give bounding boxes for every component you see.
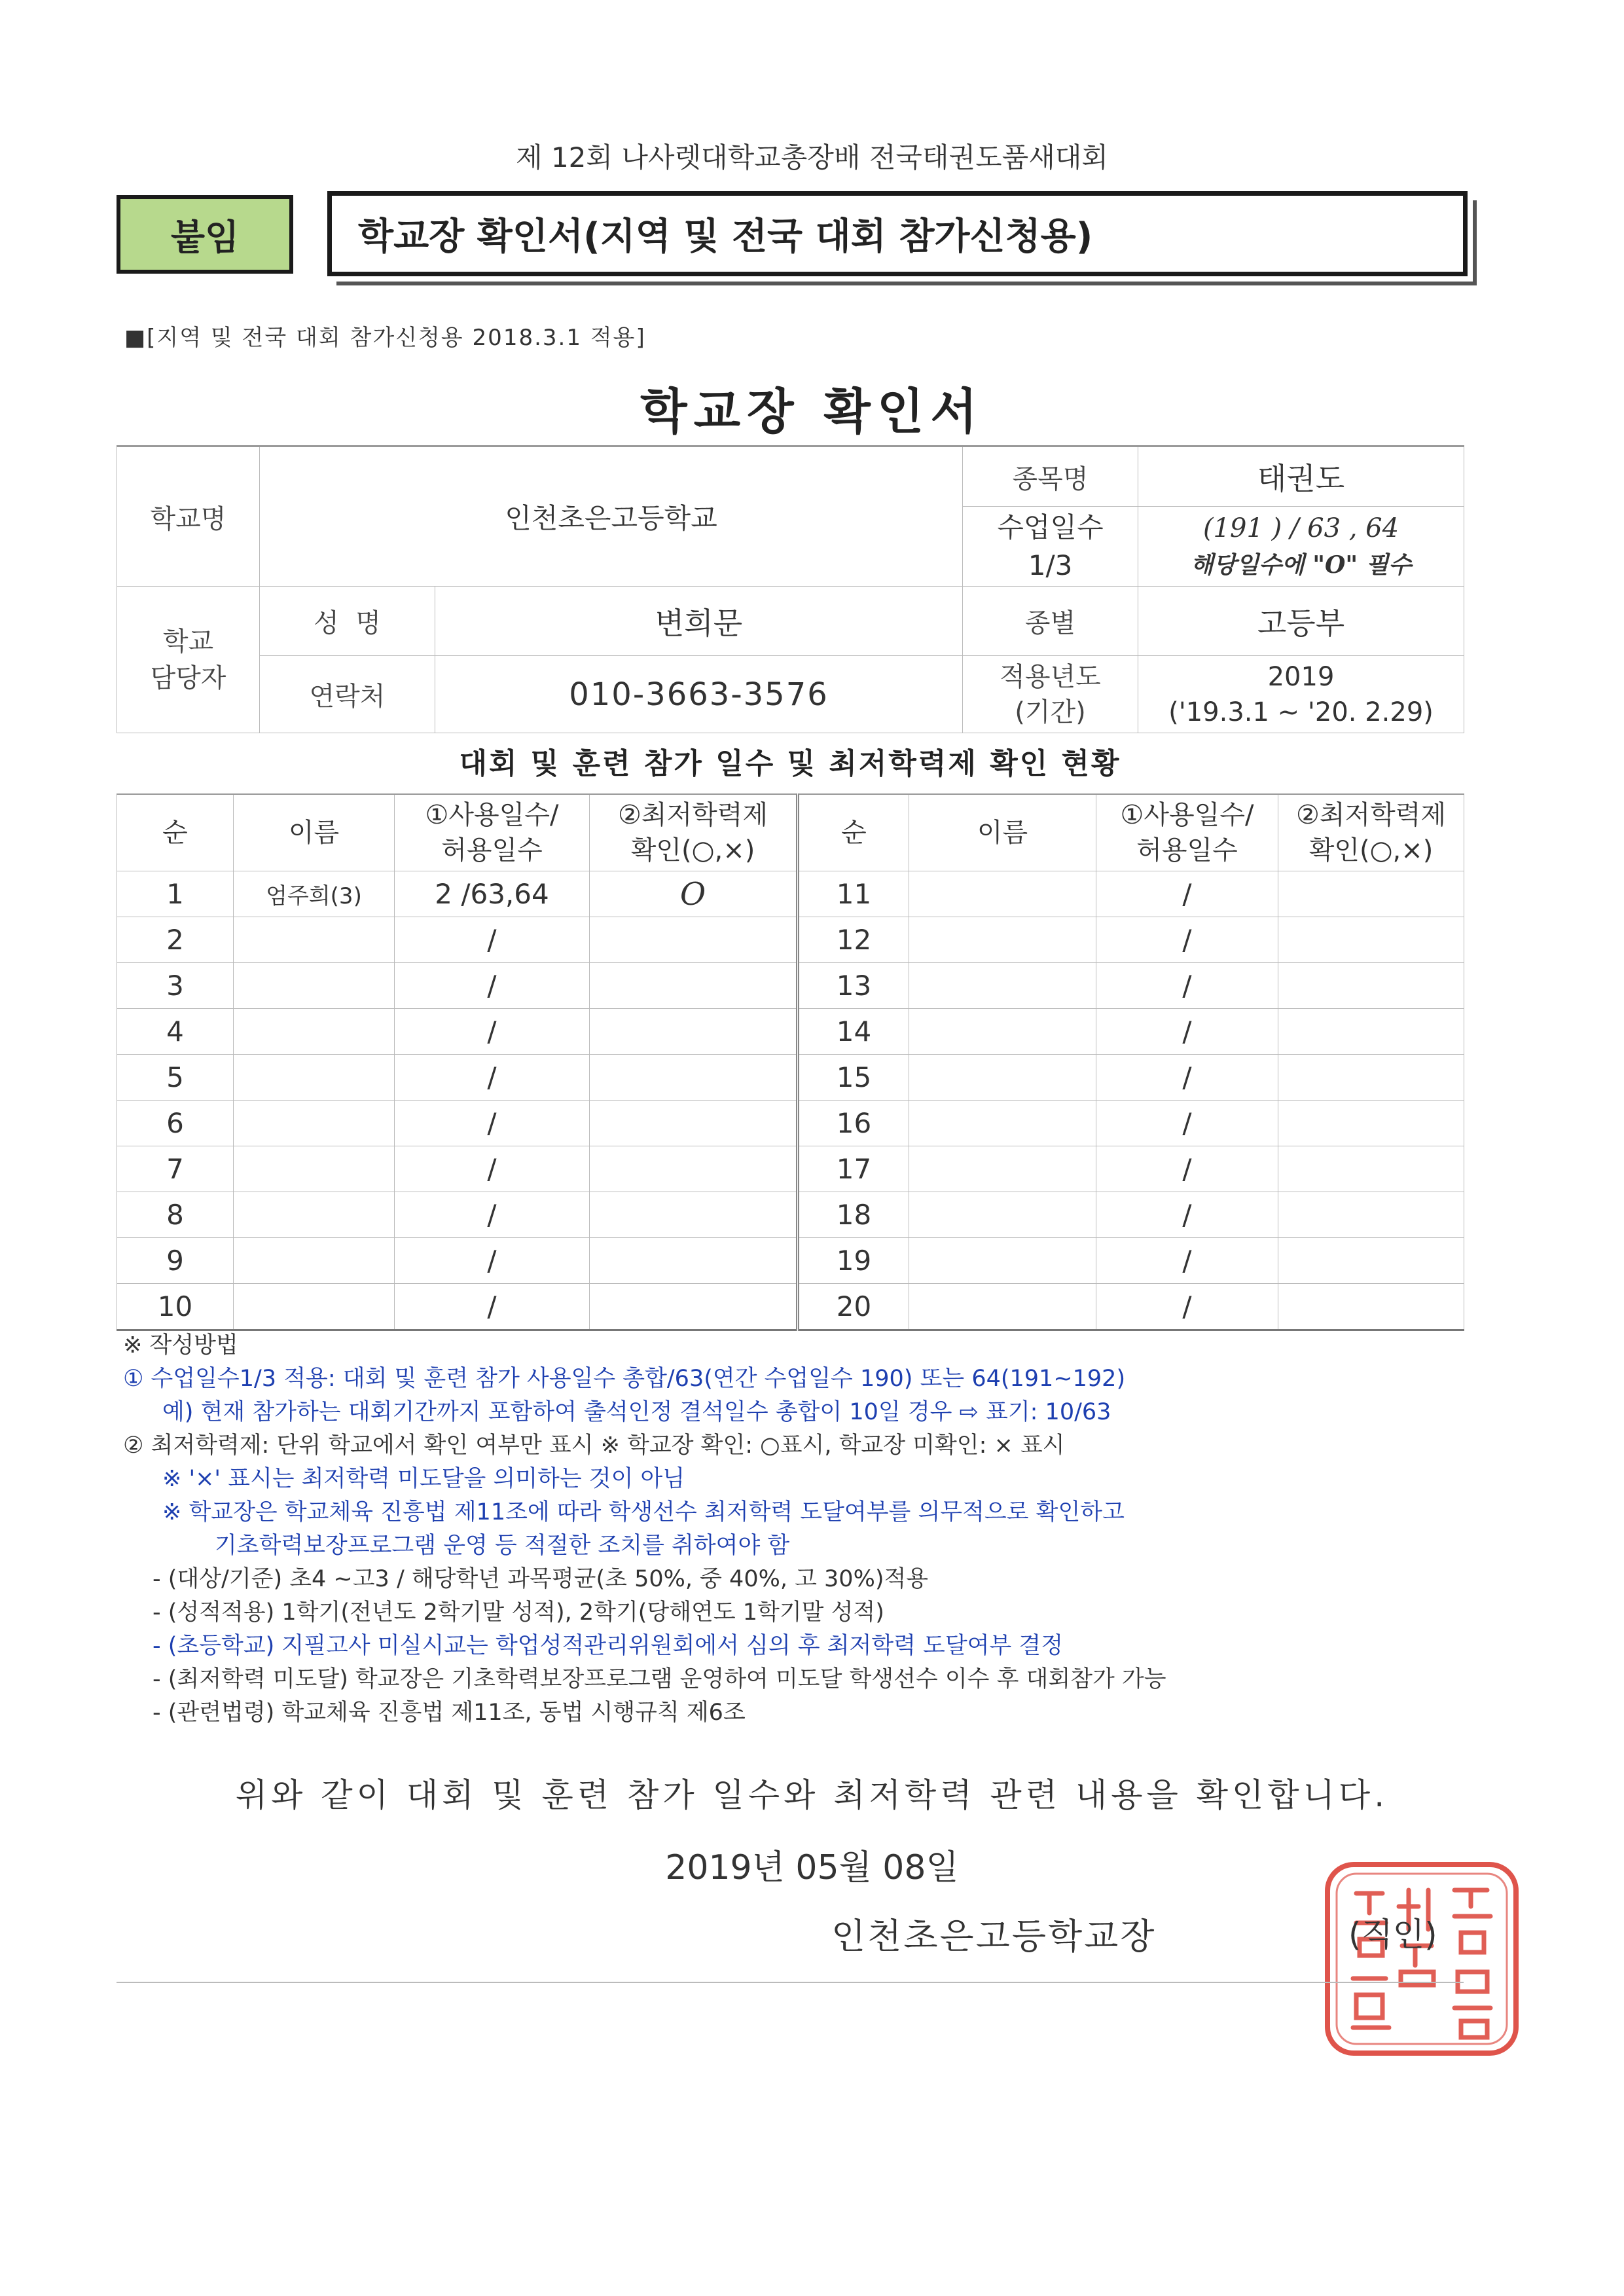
row-days: / — [395, 1238, 590, 1284]
row-check — [590, 963, 798, 1009]
row-name — [234, 1238, 395, 1284]
school-name: 인천초은고등학교 — [260, 446, 963, 587]
manager-label: 학교 담당자 — [117, 587, 260, 733]
table-row — [117, 917, 1464, 963]
row-no: 17 — [798, 1146, 909, 1192]
table-row — [117, 1192, 1464, 1238]
row-check — [590, 1192, 798, 1238]
section-title: 대회 및 훈련 참가 일수 및 최저학력제 확인 현황 — [459, 747, 1121, 780]
school-info-table — [117, 445, 1464, 733]
roster-table — [117, 793, 1464, 1331]
row-name — [909, 1146, 1096, 1192]
row-days: / — [395, 1009, 590, 1055]
row-days: / — [395, 1192, 590, 1238]
class-days-fraction: 1/3 — [1028, 549, 1073, 581]
attachment-label-text: 붙임 — [170, 216, 240, 258]
row-check — [1278, 871, 1464, 917]
instruction-line: 예) 현재 참가하는 대회기간까지 포함하여 출석인정 결석일수 총합이 10일 경우 ⇨ 표기: 10/63 — [162, 1399, 1111, 1425]
class-days-label-text: 수업일수 — [997, 511, 1104, 543]
row-no: 20 — [798, 1284, 909, 1330]
row-name — [909, 917, 1096, 963]
class-days-handwritten: (191 ) / 63 , 64 — [1202, 513, 1399, 543]
instruction-line: - (성적적용) 1학기(전년도 2학기말 성적), 2학기(당해연도 1학기말 성적) — [153, 1599, 884, 1626]
principal-name: 인천초은고등학교장 — [831, 1916, 1157, 1957]
instruction-line: ① 수업일수1/3 적용: 대회 및 훈련 참가 사용일수 총합/63(연간 수업일수 190) 또는 64(191~192) — [123, 1366, 1126, 1392]
form-title-text: 학교장 확인서(지역 및 전국 대회 참가신청용) — [358, 215, 1093, 258]
row-no: 16 — [798, 1101, 909, 1146]
row-no: 14 — [798, 1009, 909, 1055]
table-row — [117, 1009, 1464, 1055]
row-name — [909, 871, 1096, 917]
class-days-note: 해당일수에 "O" 필수 — [1190, 551, 1412, 579]
row-days: / — [1096, 1238, 1278, 1284]
confirmation-text: 위와 같이 대회 및 훈련 참가 일수와 최저학력 관련 내용을 확인합니다. — [235, 1776, 1389, 1814]
row-no: 8 — [117, 1192, 234, 1238]
row-no: 11 — [798, 871, 909, 917]
row-check — [1278, 1101, 1464, 1146]
row-name: 엄주희(3) — [234, 871, 395, 917]
row-days: / — [395, 1284, 590, 1330]
header-no-left: 순 — [117, 794, 234, 871]
form-title — [327, 191, 1468, 276]
instruction-line: - (초등학교) 지필고사 미실시교는 학업성적관리위원회에서 심의 후 최저학력 도달여부 결정 — [153, 1633, 1064, 1659]
row-no: 15 — [798, 1055, 909, 1101]
header-name-right: 이름 — [909, 794, 1096, 871]
manager-name-label: 성 명 — [260, 587, 435, 656]
row-no: 5 — [117, 1055, 234, 1101]
table-row — [117, 1101, 1464, 1146]
row-name — [909, 1101, 1096, 1146]
row-days: / — [1096, 917, 1278, 963]
event-label: 종목명 — [963, 446, 1138, 507]
row-name — [234, 963, 395, 1009]
row-no: 10 — [117, 1284, 234, 1330]
row-name — [909, 1238, 1096, 1284]
seal-label: (직인) — [1348, 1916, 1437, 1954]
year-label-text: 적용년도 — [1000, 661, 1101, 692]
row-name — [909, 1284, 1096, 1330]
instruction-line: - (관련법령) 학교체육 진흥법 제11조, 동법 시행규칙 제6조 — [153, 1700, 746, 1726]
header-check-left: ②최저학력제 확인(○,×) — [590, 794, 798, 871]
category-value: 고등부 — [1138, 587, 1464, 656]
row-name — [234, 1146, 395, 1192]
row-name — [909, 963, 1096, 1009]
row-days: 2 /63,64 — [395, 871, 590, 917]
row-no: 13 — [798, 963, 909, 1009]
row-name — [234, 1009, 395, 1055]
school-name-label: 학교명 — [117, 446, 260, 587]
row-name — [234, 1101, 395, 1146]
row-name — [909, 1055, 1096, 1101]
bottom-divider — [117, 1982, 1464, 1983]
row-days: / — [1096, 963, 1278, 1009]
document-title: 학교장 확인서 — [640, 384, 984, 440]
table-row — [117, 1055, 1464, 1101]
row-name — [909, 1192, 1096, 1238]
row-days: / — [1096, 1009, 1278, 1055]
row-check — [1278, 1055, 1464, 1101]
row-no: 19 — [798, 1238, 909, 1284]
header-no-right: 순 — [798, 794, 909, 871]
row-name — [909, 1009, 1096, 1055]
document-date: 2019년 05월 08일 — [665, 1848, 959, 1887]
table-row — [117, 963, 1464, 1009]
row-no: 9 — [117, 1238, 234, 1284]
class-days-label — [963, 507, 1138, 587]
row-no: 6 — [117, 1101, 234, 1146]
row-check — [1278, 1146, 1464, 1192]
row-check — [1278, 1192, 1464, 1238]
row-check — [1278, 1009, 1464, 1055]
form-note: ■[지역 및 전국 대회 참가신청용 2018.3.1 적용] — [124, 325, 646, 351]
row-days: / — [395, 1146, 590, 1192]
table-row — [117, 871, 1464, 917]
contest-title: 제 12회 나사렛대학교총장배 전국태권도품새대회 — [516, 141, 1108, 173]
contact-value: 010-3663-3576 — [435, 656, 963, 733]
manager-name: 변희문 — [435, 587, 963, 656]
row-check — [590, 1284, 798, 1330]
row-name — [234, 917, 395, 963]
row-check — [590, 917, 798, 963]
row-name — [234, 1192, 395, 1238]
row-no: 2 — [117, 917, 234, 963]
year-text: 2019 — [1267, 661, 1335, 692]
row-no: 12 — [798, 917, 909, 963]
row-no: 18 — [798, 1192, 909, 1238]
header-days-right: ①사용일수/ 허용일수 — [1096, 794, 1278, 871]
period-text: ('19.3.1 ~ '20. 2.29) — [1168, 697, 1434, 727]
instruction-line: ② 최저학력제: 단위 학교에서 확인 여부만 표시 ※ 학교장 확인: ○표시, 학교장 미확인: × 표시 — [123, 1432, 1065, 1459]
row-days: / — [395, 963, 590, 1009]
table-row — [117, 1238, 1464, 1284]
row-days: / — [1096, 1146, 1278, 1192]
row-check — [590, 1238, 798, 1284]
category-label: 종별 — [963, 587, 1138, 656]
instruction-line: ※ '×' 표시는 최저학력 미도달을 의미하는 것이 아님 — [162, 1466, 685, 1492]
row-check — [590, 1009, 798, 1055]
instructions-heading: ※ 작성방법 — [123, 1332, 238, 1358]
period-label-text: (기간) — [1015, 697, 1086, 727]
attachment-label — [117, 195, 293, 274]
row-days: / — [395, 1101, 590, 1146]
row-check — [590, 1101, 798, 1146]
instruction-line: - (대상/기준) 초4 ~고3 / 해당학년 과목평균(초 50%, 중 40%, 고 30%)적용 — [153, 1566, 929, 1592]
row-days: / — [1096, 871, 1278, 917]
instruction-line: - (최저학력 미도달) 학교장은 기초학력보장프로그램 운영하여 미도달 학생선수 이수 후 대회참가 가능 — [153, 1666, 1166, 1692]
row-days: / — [395, 1055, 590, 1101]
header-days-left: ①사용일수/ 허용일수 — [395, 794, 590, 871]
row-days: / — [1096, 1055, 1278, 1101]
table-row — [117, 1284, 1464, 1330]
table-row — [117, 1146, 1464, 1192]
row-days: / — [1096, 1101, 1278, 1146]
row-name — [234, 1284, 395, 1330]
instruction-line: 기초학력보장프로그램 운영 등 적절한 조치를 취하여야 함 — [215, 1533, 790, 1559]
row-name — [234, 1055, 395, 1101]
row-days: / — [1096, 1284, 1278, 1330]
row-no: 4 — [117, 1009, 234, 1055]
year-label — [963, 656, 1138, 733]
row-check — [1278, 1238, 1464, 1284]
row-days: / — [1096, 1192, 1278, 1238]
row-check: O — [590, 871, 798, 917]
row-no: 3 — [117, 963, 234, 1009]
year-value — [1138, 656, 1464, 733]
row-check — [1278, 1284, 1464, 1330]
row-no: 7 — [117, 1146, 234, 1192]
row-check — [1278, 963, 1464, 1009]
row-check — [1278, 917, 1464, 963]
header-name-left: 이름 — [234, 794, 395, 871]
row-days: / — [395, 917, 590, 963]
row-no: 1 — [117, 871, 234, 917]
row-check — [590, 1055, 798, 1101]
class-days-value — [1138, 507, 1464, 587]
header-check-right: ②최저학력제 확인(○,×) — [1278, 794, 1464, 871]
row-check — [590, 1146, 798, 1192]
contact-label: 연락처 — [260, 656, 435, 733]
instruction-line: ※ 학교장은 학교체육 진흥법 제11조에 따라 학생선수 최저학력 도달여부를 의무적으로 확인하고 — [162, 1499, 1125, 1525]
school-seal-stamp — [1324, 1861, 1520, 2057]
event-value: 태권도 — [1138, 446, 1464, 507]
